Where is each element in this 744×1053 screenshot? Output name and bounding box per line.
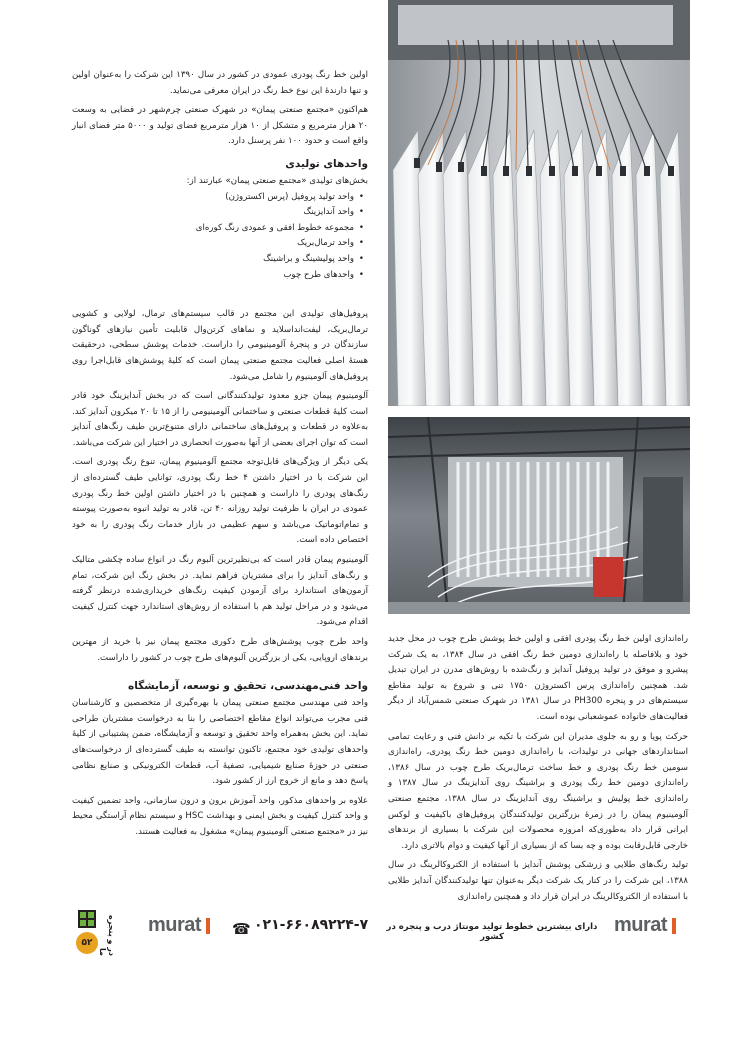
production-item: • واحد پولیشینگ و براشینگ bbox=[72, 252, 354, 268]
right-text-column bbox=[388, 632, 688, 909]
production-item: • واحد آندایزینگ bbox=[72, 205, 354, 221]
body-paragraph-3: یکی دیگر از ویژگی‌های قابل‌توجه مجتمع آلومینیوم پیمان، تنوع رنگ پودری است. این شرکت با در اختیار داشتن ۴ خط رنگ پودری، توانایی طیف گسترده‌ای از رنگ‌های پودری را داراست و همچنین با در اختیار داشتن اولین خط رنگ پودری عمودی در ایران با ظرفیت تولید روزانه ۴۰ تن، قادر به تولید انبوه به‌صورت پیوسته و تمام‌اتوماتیک می‌باشد و سهم عظیمی در بازار خدمات رنگ پودری را به خود اختصاص داده است. bbox=[72, 457, 368, 546]
logo-accent-right bbox=[672, 918, 676, 934]
murat-logo-left: murat bbox=[148, 914, 202, 936]
logo-accent-left bbox=[206, 918, 210, 934]
page-footer bbox=[0, 900, 744, 960]
body-paragraph-4: آلومینیوم پیمان قادر است که بی‌نظیرترین آلبوم رنگ در انواع ساده چکشی متالیک و رنگ‌های آندایز را برای مشتریان فراهم نماید. در بخش رنگ این شرکت، تمام آزمون‌های استاندارد برای آزمودن کیفیت رنگ‌های خریداری‌شده درنظر گرفته می‌شود و در مراحل تولید هم با استفاده از روش‌های استاندارد جهت کنترل کیفیت اقدام می‌شود. bbox=[72, 555, 368, 628]
body-paragraph-1: پروفیل‌های تولیدی این مجتمع در قالب سیستم‌های ترمال، لولایی و کشویی ترمال‌بریک، لیفت‌اند‌اسلاید و نماهای کرتن‌وال قابلیت تأمین نیازهای گوناگون سازندگان در و پنجرهٔ آلومینیومی را داراست. خدمات پوشش سطحی، درحقیقت هستهٔ اصلی فعالیت مجتمع صنعتی پیمان است که کلیهٔ پوشش‌های قابل‌اجرا روی پروفیل‌های آلومینیوم را شامل می‌شود. bbox=[72, 309, 368, 382]
magazine-name: در و پنجره ما bbox=[98, 915, 116, 956]
factory-hall-illustration bbox=[388, 417, 690, 614]
body-paragraph-5: واحد طرح چوب پوشش‌های طرح دکوری مجتمع پیمان نیز با خرید از مهترین برندهای اروپایی، یکی از بزرگترین آلبوم‌های طرح چوب در کشور را داراست. bbox=[72, 637, 368, 663]
right-paragraph-2: حرکت پویا و رو به جلوی مدیران این شرکت با تکیه بر دانش فنی و رعایت تمامی استانداردهای جهانی در تولیدات، با راه‌اندازی دومین خط رنگ پودری، راه‌اندازی سومین خط رنگ پودری و خط ساخت ترمال‌بریک طرح چوب در سال ۱۳۸۶، راه‌اندازی دومین خط رنگ پودری و براشینگ روی آندایزینگ در سال ۱۳۸۷ و راه‌اندازی خط پولیش و براشینگ روی آندایزینگ در سال ۱۳۸۸، مجتمع صنعتی آلومینیوم پیمان را در زمرهٔ بزرگترین تولیدکنندگان پروفیل‌های باکیفیت و لوکس ایرانی قرار داد به‌طوری‌که امروزه محصولات این شرکت با بسیاری از برندهای خارجی قابل‌رقابت بوده و چه بسا که از بسیاری از آنها کیفیت و دوام بالاتری دارد. bbox=[388, 731, 689, 851]
vertical-coating-line-photo bbox=[388, 0, 690, 406]
phone-icon: ☎ bbox=[232, 920, 251, 938]
right-paragraph-1: راه‌اندازی اولین خط رنگ پودری افقی و اولین خط پوشش طرح چوب در محل جدید خود و بلافاصله با راه‌اندازی دومین خط رنگ افقی در سال ۱۳۸۴، به یک شرکت پیشرو و موفق در تولید پروفیل آندایز و رنگ‌شده با روش‌های مدرن در ایران تبدیل شد. همچنین راه‌اندازی پرس اکستروژن ۱۷۵۰ تنی و شروع به تولید مقاطع سیستم‌های در و پنجره PH300 در سال ۱۳۸۱ در شهرک صنعتی شمس‌آباد از دیگر فعالیت‌های خانواده عموشعبانی بوده است. bbox=[388, 634, 689, 722]
production-list bbox=[72, 190, 368, 284]
production-item: • واحد تولید پروفیل (پرس اکستروژن) bbox=[72, 190, 354, 206]
production-item: • مجموعه خطوط افقی و عمودی رنگ کوره‌ای bbox=[72, 221, 354, 237]
engineering-paragraph-2: علاوه بر واحدهای مذکور، واحد آموزش برون و درون سازمانی، واحد تضمین کیفیت و واحد کنترل کیفیت و بخش ایمنی و بهداشت HSC و سیستم نظام آراستگی محیط نیز در «مجتمع صنعتی آلومینیوم پیمان» مشغول به فعالیت هستند. bbox=[72, 795, 368, 837]
production-item: • واحدهای طرح چوب bbox=[72, 268, 354, 284]
intro-paragraph-1: اولین خط رنگ پودری عمودی در کشور در سال ۱۳۹۰ این شرکت را به‌عنوان اولین و تنها دارندهٔ این نوع خط رنگ در ایران معرفی می‌نماید. bbox=[72, 70, 368, 96]
body-paragraph-2: آلومینیوم پیمان جزو معدود تولیدکنندگانی است که در بخش آندایزینگ خود قادر است کلیهٔ قطعات صنعتی و ساختمانی آلومینیومی را از ۱۵ تا ۲۰ میکرون آندایز کند. به‌علاوه در قطعات و پروفیل‌های ساختمانی دارای متنوع‌ترین طیف رنگ‌های آندایز است که توان اجرای بعضی از آنها به‌صورت انحصاری در اختیار این شرکت می‌باشد. bbox=[72, 391, 368, 448]
footer-tagline: دارای بیشترین خطوط تولید مونتاژ درب و پنجره در کشور bbox=[386, 922, 598, 942]
production-heading: واحدهای تولیدی bbox=[285, 157, 368, 170]
intro-paragraph-2: هم‌اکنون «مجتمع صنعتی پیمان» در شهرک صنعتی چرم‌شهر در فضایی به وسعت ۲۰ هزار مترمربع و متشکل از ۱۰ هزار مترمربع فضای تولید و ۵۰۰۰ متر فضای انبار واقع است و حدود ۱۰۰ نفر پرسنل دارد. bbox=[72, 105, 368, 147]
production-intro: بخش‌های تولیدی «مجتمع صنعتی پیمان» عبارتند از: bbox=[186, 175, 368, 186]
engineering-paragraph-1: واحد فنی مهندسی مجتمع صنعتی پیمان با بهره‌گیری از متخصصین و کارشناسان فنی مجرب می‌تواند انواع مقاطع اختصاصی را بنا به درخواست مشتریان طراحی نماید. این بخش به‌همراه واحد تحقیق و توسعه و آزمایشگاه، ضمن پشتیبانی از کلیهٔ واحدهای تولیدی خود مجتمع، تاکنون توانسته به طیف گسترده‌ای از درخواست‌های صنعتی در حوزهٔ صنایع شیمیایی، تصفیهٔ آب، قطعات الکترونیکی و صنایع نظامی پاسخ دهد و مانع از خروج ارز از کشور شود. bbox=[72, 698, 368, 787]
right-paragraph-3: تولید رنگ‌های طلایی و زرشکی پوشش آندایز با استفاده از الکتروکالرینگ در سال ۱۳۸۸، این شرکت را در کنار یک شرکت دیگر به‌عنوان تنها تولیدکنندگان آندایز طلایی با استفاده از الکتروکالرینگ در ایران قرار داد و همچنین راه‌اندازی bbox=[388, 860, 688, 902]
vertical-coating-line-illustration bbox=[388, 0, 690, 406]
engineering-heading: واحد فنی‌مهندسی، تحقیق و توسعه، آزمایشگاه bbox=[128, 680, 368, 693]
murat-logo-right: murat bbox=[614, 914, 668, 936]
window-grid-icon bbox=[78, 910, 96, 928]
left-text-column bbox=[72, 68, 368, 845]
factory-hall-photo bbox=[388, 417, 690, 614]
production-item: • واحد ترمال‌بریک bbox=[72, 236, 354, 252]
phone-number: ۰۲۱-۶۶۰۸۹۲۲۴-۷ bbox=[254, 917, 369, 933]
page-number-badge: ۵۲ bbox=[76, 932, 98, 954]
